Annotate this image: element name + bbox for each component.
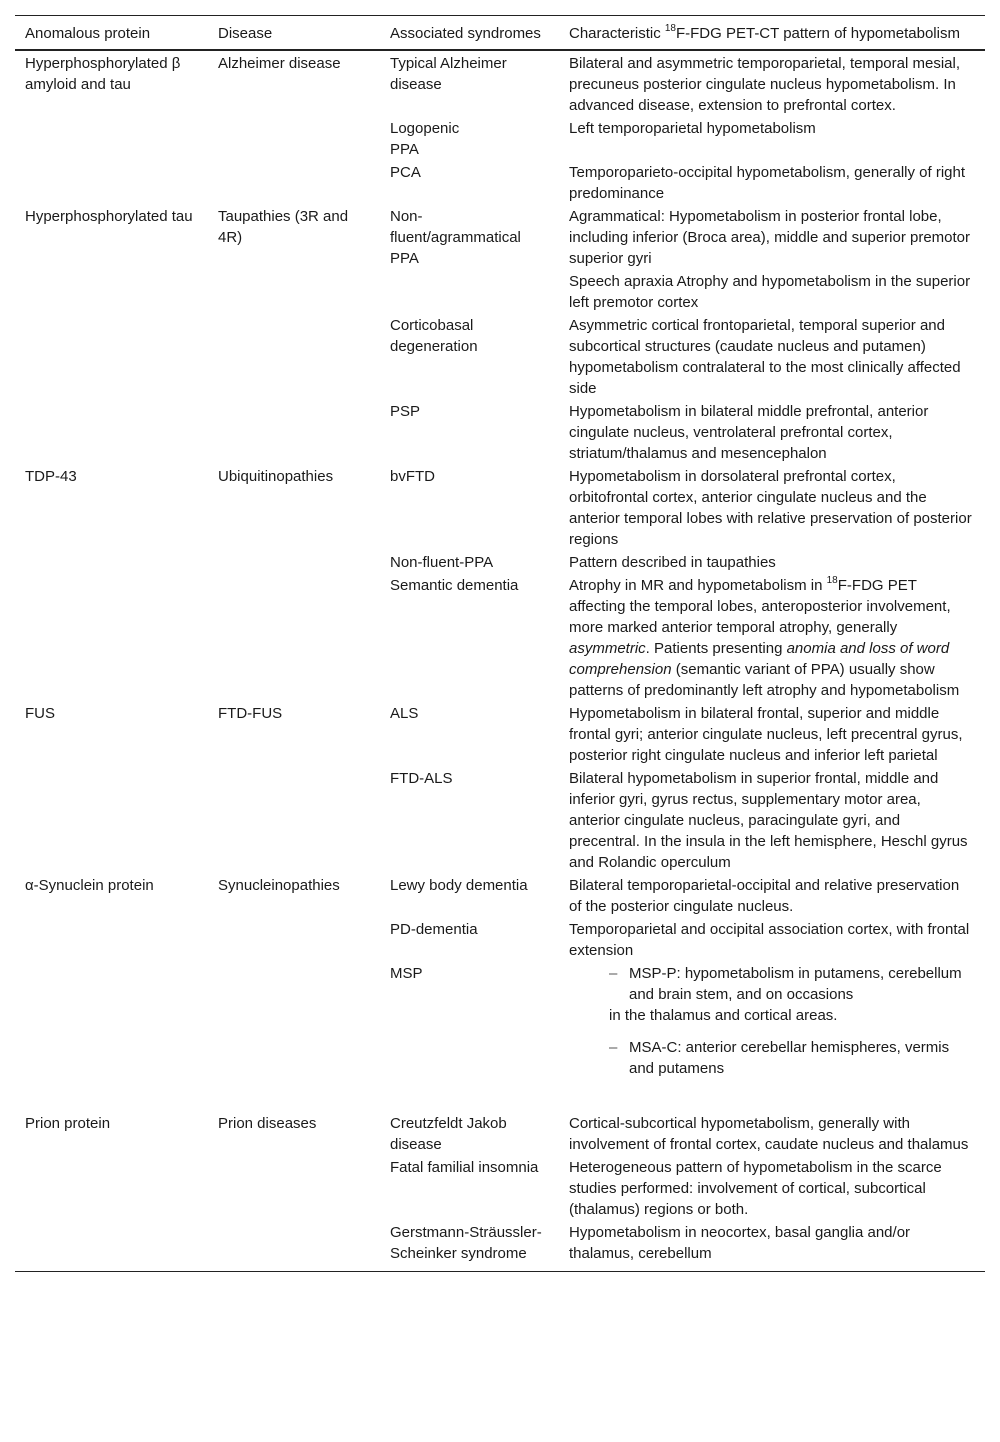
pattern-cell: Temporoparietal and occipital association cortex, with frontal extension bbox=[569, 921, 970, 959]
pattern-cell: Hypometabolism in bilateral middle prefrontal, anterior cingulate nucleus, ventrolateral prefrontal cortex, striatum/thalamus and mesencephalon bbox=[569, 403, 929, 462]
pattern-cell: Hypometabolism in bilateral frontal, superior and middle frontal gyri; anterior cingulate nucleus, left precentral gyrus, posterior right cingulate nucleus and inferior left parietal bbox=[569, 705, 963, 764]
syndrome-cell: Logopenic PPA bbox=[390, 120, 460, 158]
table-row bbox=[15, 314, 985, 400]
pattern-cell: Left temporoparietal hypometabolism bbox=[569, 120, 816, 137]
table-row bbox=[15, 1156, 985, 1221]
pattern-cell: Bilateral hypometabolism in superior frontal, middle and inferior gyri, gyrus rectus, supplementary motor area, anterior cingulate nucleus, paracingulate gyri, and precentral. In the insula in the left hemisphere, Heschl gyrus and Rolandic operculum bbox=[569, 770, 968, 871]
pattern-cell: Atrophy in MR and hypometabolism in $^{18}$F-FDG PET affecting the temporal lobes, anteroposterior involvement, more marked anterior temporal atrophy, generally asymmetric. Patients presenting anomia and loss of word comprehension (semantic variant of PPA) usually show patterns of predominantly left atrophy and hypometabolism bbox=[569, 575, 960, 699]
table-row bbox=[15, 1112, 985, 1156]
syndrome-cell: bvFTD bbox=[390, 468, 435, 485]
syndrome-cell: Creutzfeldt Jakob disease bbox=[390, 1115, 507, 1153]
protein-cell: FUS bbox=[25, 705, 55, 722]
syndrome-cell: PSP bbox=[390, 403, 421, 420]
syndrome-cell: Corticobasal degeneration bbox=[390, 317, 478, 355]
table-row bbox=[15, 117, 985, 161]
header-syndromes: Associated syndromes bbox=[390, 25, 541, 42]
table-row bbox=[15, 702, 985, 767]
pattern-cell: Bilateral and asymmetric temporoparietal, temporal mesial, precuneus posterior cingulate nucleus hypometabolism. In advanced disease, extension to prefrontal cortex. bbox=[569, 55, 960, 114]
table-container bbox=[15, 15, 985, 1272]
pattern-cell: Bilateral temporoparietal-occipital and relative preservation of the posterior cingulate nucleus. bbox=[569, 877, 960, 915]
pattern-cell: Heterogeneous pattern of hypometabolism in the scarce studies performed: involvement of cortical, subcortical (thalamus) regions or both. bbox=[569, 1159, 942, 1218]
table-body bbox=[15, 50, 985, 1272]
list-item: – MSP-P: hypometabolism in putamens, cerebellum and brain stem, and on occasions in the thalamus and cortical areas. bbox=[609, 963, 975, 1026]
pattern-cell: Asymmetric cortical frontoparietal, temporal superior and subcortical structures (caudate nucleus and putamen) hypometabolism contralateral to the most clinically affected side bbox=[569, 317, 961, 397]
syndrome-cell: MSP bbox=[390, 965, 423, 982]
protein-cell: Hyperphosphorylated tau bbox=[25, 208, 193, 225]
syndrome-cell: Semantic dementia bbox=[390, 577, 519, 594]
data-table bbox=[15, 15, 985, 1272]
syndrome-cell: PCA bbox=[390, 164, 421, 181]
syndrome-cell: PD-dementia bbox=[390, 921, 478, 938]
table-row bbox=[15, 465, 985, 551]
table-row bbox=[15, 161, 985, 205]
protein-cell: Hyperphosphorylated β amyloid and tau bbox=[25, 55, 181, 93]
syndrome-cell: ALS bbox=[390, 705, 419, 722]
msp-list bbox=[569, 963, 975, 1079]
syndrome-cell: FTD-ALS bbox=[390, 770, 453, 787]
table-row bbox=[15, 1221, 985, 1272]
table-header bbox=[15, 16, 985, 51]
disease-cell: Ubiquitinopathies bbox=[218, 468, 334, 485]
disease-cell: Alzheimer disease bbox=[218, 55, 341, 72]
syndrome-cell: Lewy body dementia bbox=[390, 877, 528, 894]
pattern-cell: Temporoparieto-occipital hypometabolism, generally of right predominance bbox=[569, 164, 966, 202]
list-item: – MSA-C: anterior cerebellar hemispheres, vermis and putamens bbox=[609, 1037, 975, 1079]
header-pattern: Characteristic $^{18}$F-FDG PET-CT pattern of hypometabolism bbox=[569, 23, 960, 42]
table-row bbox=[15, 918, 985, 962]
table-row bbox=[15, 205, 985, 314]
pattern-cell: Hypometabolism in neocortex, basal ganglia and/or thalamus, cerebellum bbox=[569, 1224, 911, 1262]
disease-cell: Prion diseases bbox=[218, 1115, 317, 1132]
header-protein: Anomalous protein bbox=[25, 25, 151, 42]
table-row bbox=[15, 551, 985, 574]
pattern-cell: Pattern described in taupathies bbox=[569, 554, 776, 571]
pattern-cell: Hypometabolism in dorsolateral prefrontal cortex, orbitofrontal cortex, anterior cingulate nucleus and the anterior temporal lobes with relative preservation of posterior regions bbox=[569, 468, 972, 548]
protein-cell: α-Synuclein protein bbox=[25, 877, 154, 894]
syndrome-cell: Fatal familial insomnia bbox=[390, 1159, 539, 1176]
table-row bbox=[15, 962, 985, 1112]
header-disease: Disease bbox=[218, 25, 273, 42]
table-row bbox=[15, 50, 985, 117]
pattern-cell bbox=[559, 962, 985, 1112]
header-row bbox=[15, 16, 985, 51]
pattern-cell: Cortical-subcortical hypometabolism, generally with involvement of frontal cortex, caudate nucleus and thalamus bbox=[569, 1115, 969, 1153]
syndrome-cell: Gerstmann-Sträussler-Scheinker syndrome bbox=[390, 1224, 542, 1262]
syndrome-cell: Non-fluent-PPA bbox=[390, 554, 494, 571]
disease-cell: Taupathies (3R and 4R) bbox=[218, 208, 349, 246]
table-row bbox=[15, 874, 985, 918]
protein-cell: TDP-43 bbox=[25, 468, 77, 485]
syndrome-cell: Typical Alzheimer disease bbox=[390, 55, 507, 93]
protein-cell: Prion protein bbox=[25, 1115, 111, 1132]
table-row bbox=[15, 574, 985, 702]
pattern-cell: Agrammatical: Hypometabolism in posterior frontal lobe, including inferior (Broca area), middle and superior premotor superior gyri Speech apraxia Atrophy and hypometabolism in the superior left premotor cortex bbox=[569, 208, 971, 311]
disease-cell: FTD-FUS bbox=[218, 705, 283, 722]
disease-cell: Synucleinopathies bbox=[218, 877, 340, 894]
table-row bbox=[15, 400, 985, 465]
syndrome-cell: Non-fluent/agrammatical PPA bbox=[390, 208, 521, 267]
table-row bbox=[15, 767, 985, 874]
